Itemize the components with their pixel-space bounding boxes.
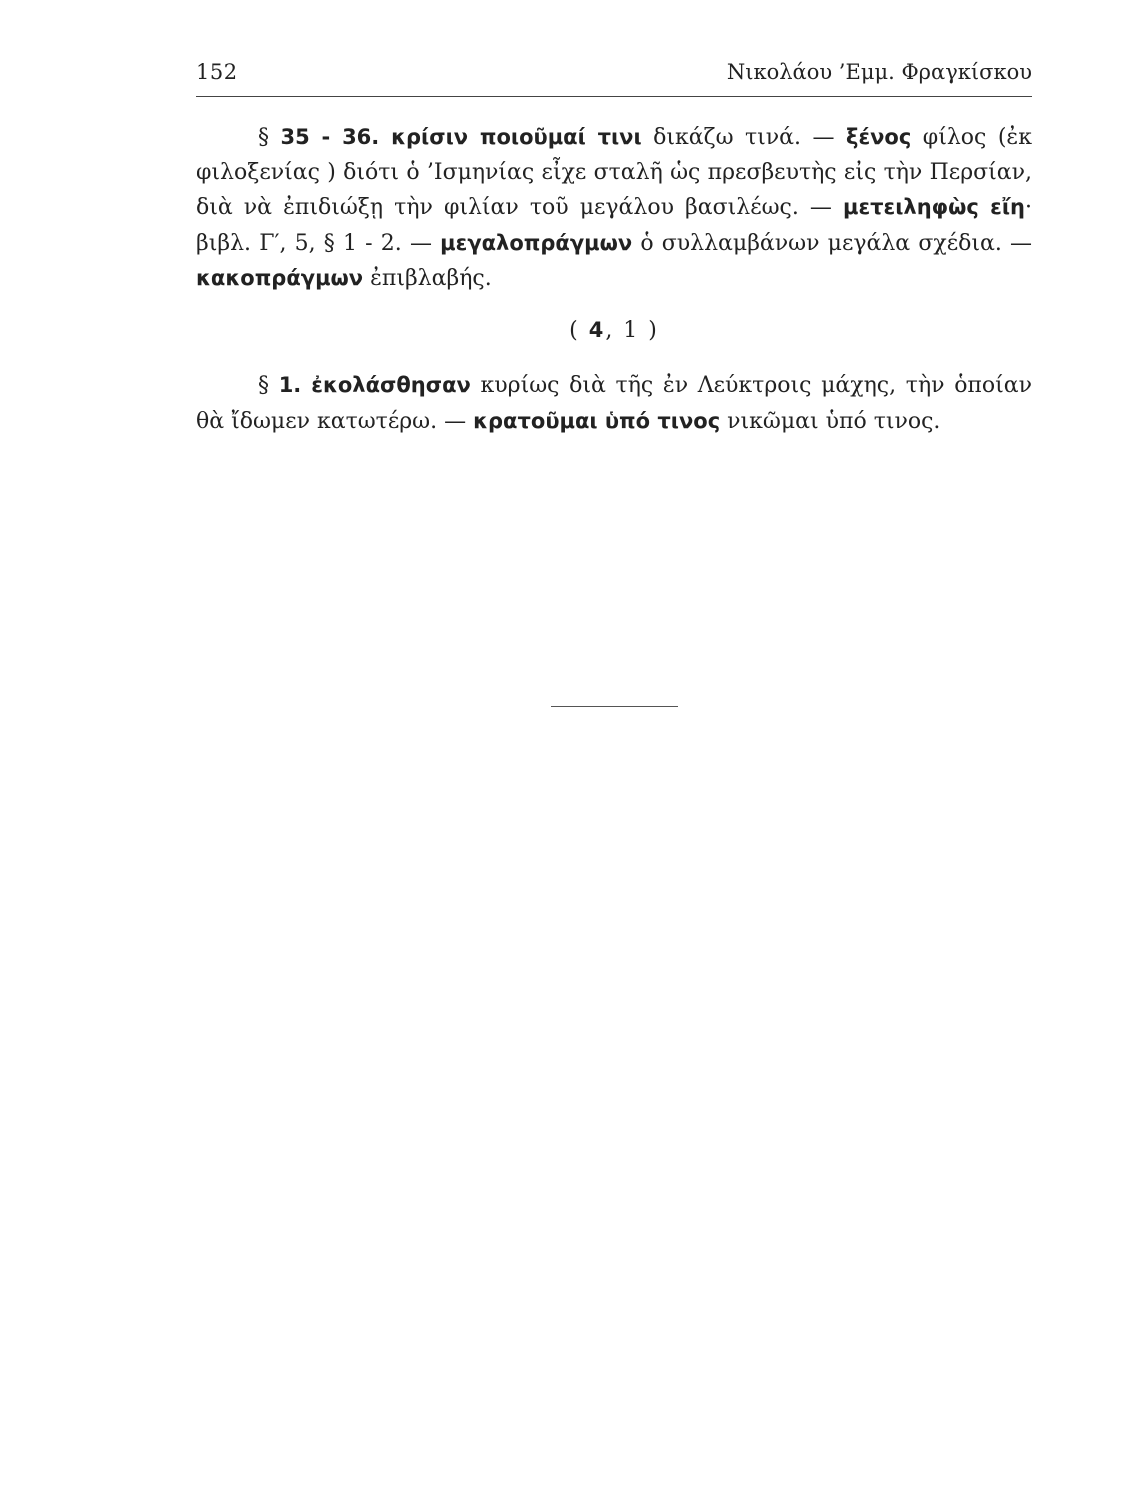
gloss-text: νικῶμαι ὑπό τινος. [720,408,941,434]
paragraph-1 [196,368,1032,439]
lemma-kakopragmon: κακοπράγμων [196,266,364,290]
page-header [196,60,1032,96]
running-head: Νικολάου ’Εμμ. Φραγκίσκου [726,60,1032,84]
end-rule [551,706,678,707]
heading-open: ( [569,317,589,343]
section-heading [196,313,1032,349]
lemma-kratoumai: κρατοῦμαι ὑπό τινος [473,408,721,433]
section-sign: § [258,373,279,398]
lemma-megalopragmon: μεγαλοπράγμων [440,230,633,255]
gloss-text: φίλος (ἐκ φιλοξενίας ) διότι ὁ ’Ισμηνίας εἶχε σταλῆ ὡς πρεσβευτὴς εἰς τὴν Περσίαν, διὰ νὰ ἐπιδιώξῃ τὴν φιλίαν τοῦ μεγάλου βασιλέως. — [196,125,1032,220]
page-number: 152 [196,60,238,84]
section-sign: § [258,125,281,150]
gloss-text: ὁ συλλαμβάνων μεγάλα σχέδια. — [632,230,1033,256]
gloss-text: κυρίως διὰ τῆς ἐν Λεύκτροις μάχης, τὴν ὁποίαν θὰ ἴδωμεν κατωτέρω. — [196,373,1032,434]
commentary-body [196,120,1032,439]
heading-book-number: 4 [588,317,606,342]
gloss-text: δικάζω τινά. — [641,125,847,150]
lemma-xenos: ξένος [846,125,912,149]
heading-rest: , 1 ) [605,317,659,343]
paragraph-35-36 [196,120,1032,297]
lemma-meteilephos: μετειληφὼς εἴη [843,195,1025,219]
gloss-text: · βιβλ. Γ′, 5, § 1 - 2. — [196,195,1032,256]
lemma-ekolasthesan: 1. ἐκολάσθησαν [278,373,471,397]
header-rule [196,96,1032,97]
gloss-text: ἐπιβλαβής. [363,266,492,291]
lemma-krisin: 35 - 36. κρίσιν ποιοῦμαί τινι [280,125,642,149]
